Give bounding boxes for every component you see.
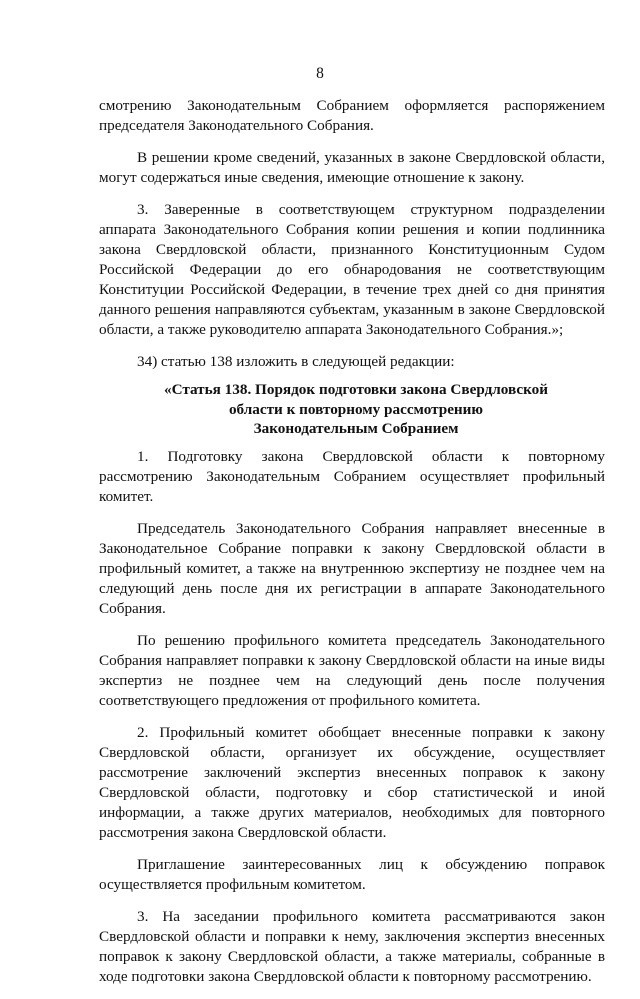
page-number: 8 (316, 65, 324, 82)
article-heading-line-2: области к повторному рассмотрению (228, 400, 484, 418)
paragraph-article-item-3: 3. На заседании профильного комитета рассматриваются закон Свердловской области и поправки к нему, заключения экспертиз внесенных поправок к закону Свердловской области, а также материалы, собранные в ходе подготовки закона Свердловской области к повторному рассмотрению. (99, 907, 605, 985)
paragraph-chairman-directs: Председатель Законодательного Собрания направляет внесенные в Законодательное Собрание поправки к закону Свердловской области в профильный комитет, а также на внутреннюю экспертизу не позднее чем на следующий день после дня их регистрации в аппарате Законодательного Собрания. (99, 519, 605, 617)
paragraph-item-3-copies: 3. Заверенные в соответствующем структурном подразделении аппарата Законодательного Собрания копии решения и копии подлинника закона Свердловской области, признанного Конституционным Судом Российской Федерации до его обнародования не соответствующим Конституции Российской Федерации, в течение трех дней со дня принятия данного решения направляются субъектам, указанным в законе Свердловской области, а также руководителю аппарата Законодательного Собрания.»; (99, 201, 605, 338)
article-heading (99, 380, 605, 439)
document-body (99, 96, 605, 999)
paragraph-article-item-1: 1. Подготовку закона Свердловской области к повторному рассмотрению Законодательным Собранием осуществляет профильный комитет. (99, 447, 605, 505)
article-heading-line-1: «Статья 138. Порядок подготовки закона Свердловской (163, 381, 549, 398)
paragraph-continuation: смотрению Законодательным Собранием оформляется распоряжением председателя Законодательного Собрания. (99, 97, 605, 134)
paragraph-article-item-2: 2. Профильный комитет обобщает внесенные поправки к закону Свердловской области, организует их обсуждение, осуществляет рассмотрение заключений экспертиз внесенных поправок к закону Свердловской области, подготовку и сбор статистической и иной информации, а также других материалов, необходимых для повторного рассмотрения закона Свердловской области. (99, 723, 605, 841)
paragraph-decision-details: В решении кроме сведений, указанных в законе Свердловской области, могут содержаться иные сведения, имеющие отношение к закону. (99, 149, 605, 186)
paragraph-item-34: 34) статью 138 изложить в следующей редакции: (137, 353, 455, 370)
paragraph-invitation: Приглашение заинтересованных лиц к обсуждению поправок осуществляется профильным комитетом. (99, 855, 605, 893)
article-heading-line-3: Законодательным Собранием (253, 420, 459, 437)
paragraph-committee-decision: По решению профильного комитета председатель Законодательного Собрания направляет поправки к закону Свердловской области на иные виды экспертиз не позднее чем на следующий день после получения соответствующего предложения от профильного комитета. (99, 631, 605, 709)
